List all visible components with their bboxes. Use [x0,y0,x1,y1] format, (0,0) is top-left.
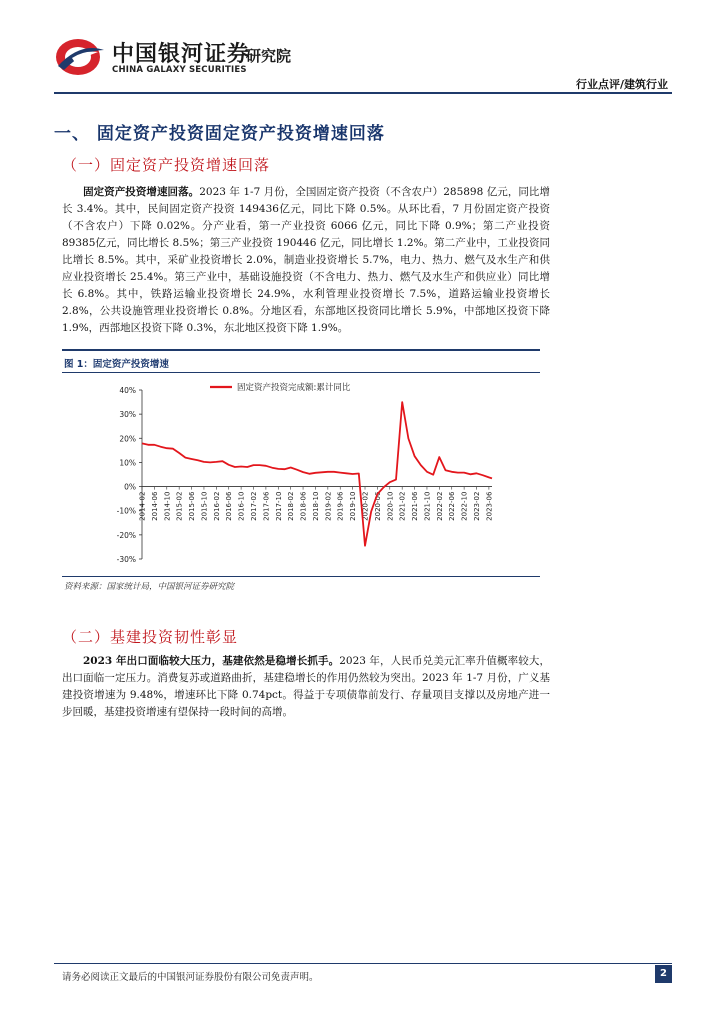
x-tick-label: 2023-02 [473,491,482,521]
x-tick-label: 2018-06 [299,491,308,521]
footer-divider [54,963,672,964]
x-tick-label: 2015-02 [175,491,184,521]
y-tick-label: 40% [119,386,136,395]
x-tick-label: 2014-10 [163,491,172,521]
fai-growth-chart [62,374,540,574]
page-number: 2 [655,965,672,983]
x-tick-label: 2016-02 [212,491,221,521]
paragraph-body: 2023 年 1-7 月份，全国固定资产投资（不含农户）285898 亿元，同比增长 3.4%。其中，民间固定资产投资 149436亿元，同比下降 0.5%。从环比看，7 月份固定资产投资（不含农户）下降 0.02%。分产业看，第一产业投资 6066 亿元，同比下降 0.9%；第二产业投资 89385亿元，同比增长 8.5%；第三产业投资 190446 亿元，同比增长 1.2%。第二产业中，工业投资同比增长 8.5%。其中，采矿业投资增长 2.0%，制造业投资增长 5.7%，电力、热力、燃气及水生产和供应业投资增长 25.4%。第三产业中，基础设施投资（不含电力、热力、燃气及水生产和供应业）同比增长 6.8%。其中，铁路运输业投资增长 24.9%，水利管理业投资增长 7.5%，道路运输业投资增长 2.8%，公共设施管理业投资增长 0.8%。分地区看，东部地区投资同比增长 5.9%，中部地区投资下降 1.9%，西部地区投资下降 0.3%，东北地区投资下降 1.9%。 [62,186,550,334]
x-tick-label: 2019-10 [349,491,358,521]
x-tick-label: 2016-06 [225,491,234,521]
x-tick-label: 2020-02 [361,491,370,521]
figure-bottom-rule [62,576,540,577]
x-tick-label: 2021-06 [411,491,420,521]
x-tick-label: 2022-02 [435,491,444,521]
x-tick-label: 2020-06 [373,491,382,521]
paragraph-lead: 固定资产投资增速回落。 [83,186,200,198]
report-type: 行业点评/建筑行业 [575,78,668,91]
x-tick-label: 2016-10 [237,491,246,521]
y-tick-label: 0% [124,482,136,492]
galaxy-logo-icon [54,36,106,78]
paragraph-investment [62,184,550,337]
x-tick-label: 2018-02 [287,491,296,521]
paragraph-lead: 2023 年出口面临较大压力，基建依然是稳增长抓手。 [83,655,340,667]
series-line [142,402,492,546]
x-tick-label: 2015-10 [200,491,209,521]
sub-heading-infrastructure: （二）基建投资韧性彰显 [62,628,239,646]
page-header [0,0,724,96]
brand-department: 研究院 [246,47,292,65]
brand-name-en: CHINA GALAXY SECURITIES [112,65,247,75]
paragraph-infrastructure [62,653,550,721]
x-tick-label: 2015-06 [188,491,197,521]
paragraph-body: 2023 年，人民币兑美元汇率升值概率较大，出口面临一定压力。消费复苏或道路曲折，基建稳增长的作用仍然较为突出。2023 年 1-7 月份，广义基建投资增速为 9.48%，增速环比下降 0.74pct。得益于专项债靠前发行、存量项目支撑以及房地产进一步回暖，基建投资增速有望保持一段时间的高增。 [62,655,550,718]
y-tick-label: -10% [116,506,136,516]
figure-title-rule [62,372,540,373]
x-tick-label: 2017-02 [250,491,259,521]
section-heading: 一、 固定资产投资固定资产投资增速回落 [54,124,385,144]
sub-heading-investment: （一）固定资产投资增速回落 [62,156,271,174]
x-tick-label: 2022-10 [460,491,469,521]
figure-source: 资料来源：国家统计局，中国银河证券研究院 [64,582,235,592]
footer-disclaimer: 请务必阅读正文最后的中国银河证券股份有限公司免责声明。 [62,972,319,983]
x-tick-label: 2018-10 [311,491,320,521]
y-tick-label: -20% [116,530,136,540]
x-tick-label: 2022-06 [448,491,457,521]
figure-top-rule [62,349,540,351]
y-tick-label: 10% [119,458,136,468]
x-tick-label: 2019-02 [324,491,333,521]
x-tick-label: 2019-06 [336,491,345,521]
figure-title: 图 1：固定资产投资增速 [64,359,169,370]
x-tick-label: 2017-06 [262,491,271,521]
x-tick-label: 2021-10 [423,491,432,521]
header-divider [54,92,672,94]
brand-name-cn: 中国银河证券 [112,42,251,67]
y-tick-label: 30% [119,410,136,420]
x-tick-label: 2023-06 [485,491,494,521]
legend-label: 固定资产投资完成额:累计同比 [237,383,351,393]
x-tick-label: 2021-02 [398,491,407,521]
x-tick-label: 2017-10 [274,491,283,521]
x-tick-label: 2014-06 [150,491,159,521]
y-tick-label: -30% [116,555,136,564]
x-tick-label: 2014-02 [138,491,147,521]
y-tick-label: 20% [119,434,136,444]
x-tick-label: 2020-10 [386,491,395,521]
